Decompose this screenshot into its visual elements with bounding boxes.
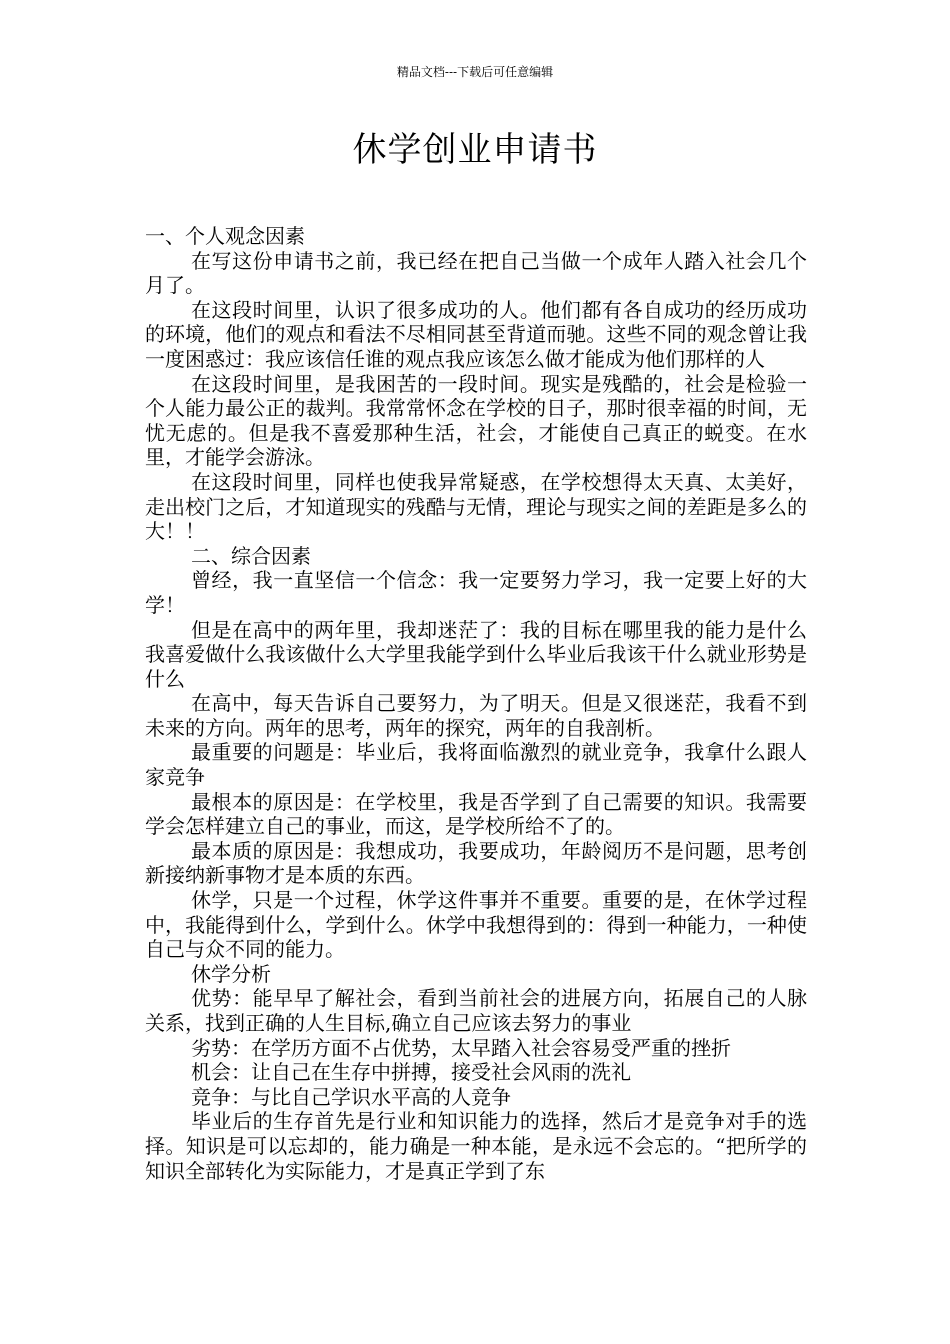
paragraph: 毕业后的生存首先是行业和知识能力的选择，然后才是竞争对手的选择。知识是可以忘却的，能力确是一种本能，是永远不会忘的。“把所学的知识全部转化为实际能力，才是真正学到了东: [145, 1109, 807, 1183]
paragraph: 在高中，每天告诉自己要努力，为了明天。但是又很迷茫，我看不到未来的方向。两年的思考，两年的探究，两年的自我剖析。: [145, 691, 807, 740]
paragraph: 最根本的原因是：在学校里，我是否学到了自己需要的知识。我需要学会怎样建立自己的事业，而这，是学校所给不了的。: [145, 789, 807, 839]
section-heading: 休学分析: [191, 961, 271, 986]
paragraph: 机会：让自己在生存中拼搏，接受社会风雨的洗礼: [191, 1060, 631, 1085]
paragraph: 劣势：在学历方面不占优势，太早踏入社会容易受严重的挫折: [191, 1035, 731, 1060]
paragraph: 最本质的原因是：我想成功，我要成功，年龄阅历不是问题，思考创新接纳新事物才是本质的东西。: [145, 838, 807, 888]
page-header: 精品文档---下载后可任意编辑: [396, 65, 554, 79]
paragraph: 在这段时间里，是我困苦的一段时间。现实是残酷的，社会是检验一个人能力最公正的裁判。我常常怀念在学校的日子，那时很幸福的时间，无忧无虑的。但是我不喜爱那种生活，社会，才能使自己真正的蜕变。在水里，才能学会游泳。: [145, 371, 807, 470]
paragraph: 优势：能早早了解社会，看到当前社会的进展方向，拓展自己的人脉关系，找到正确的人生目标,确立自己应该去努力的事业: [145, 986, 807, 1035]
paragraph: 在写这份申请书之前，我已经在把自己当做一个成年人踏入社会几个月了。: [145, 248, 807, 298]
paragraph: 最重要的问题是：毕业后，我将面临激烈的就业竞争，我拿什么跟人家竞争: [145, 740, 807, 790]
paragraph: 一、个人观念因素: [145, 224, 305, 248]
section-heading: 二、综合因素: [191, 543, 311, 568]
paragraph: 但是在高中的两年里，我却迷茫了：我的目标在哪里我的能力是什么我喜爱做什么我该做什么大学里我能学到什么毕业后我该干什么就业形势是什么: [145, 617, 807, 691]
paragraph: 休学，只是一个过程，休学这件事并不重要。重要的是，在休学过程中，我能得到什么，学到什么。休学中我想得到的：得到一种能力，一种使自己与众不同的能力。: [145, 888, 807, 962]
document-title: 休学创业申请书: [352, 130, 598, 170]
paragraph: 竞争：与比自己学识水平高的人竞争: [191, 1084, 511, 1109]
paragraph: 在这段时间里，同样也使我异常疑惑，在学校想得太天真、太美好，走出校门之后，才知道现实的残酷与无情，理论与现实之间的差距是多么的大！！: [145, 469, 807, 544]
paragraph: 在这段时间里，认识了很多成功的人。他们都有各自成功的经历成功的环境，他们的观点和看法不尽相同甚至背道而驰。这些不同的观念曾让我一度困惑过：我应该信任谁的观点我应该怎么做才能成为他们那样的人: [145, 297, 807, 371]
document-body: [145, 224, 807, 1183]
paragraph: 曾经，我一直坚信一个信念：我一定要努力学习，我一定要上好的大学！: [145, 568, 807, 617]
